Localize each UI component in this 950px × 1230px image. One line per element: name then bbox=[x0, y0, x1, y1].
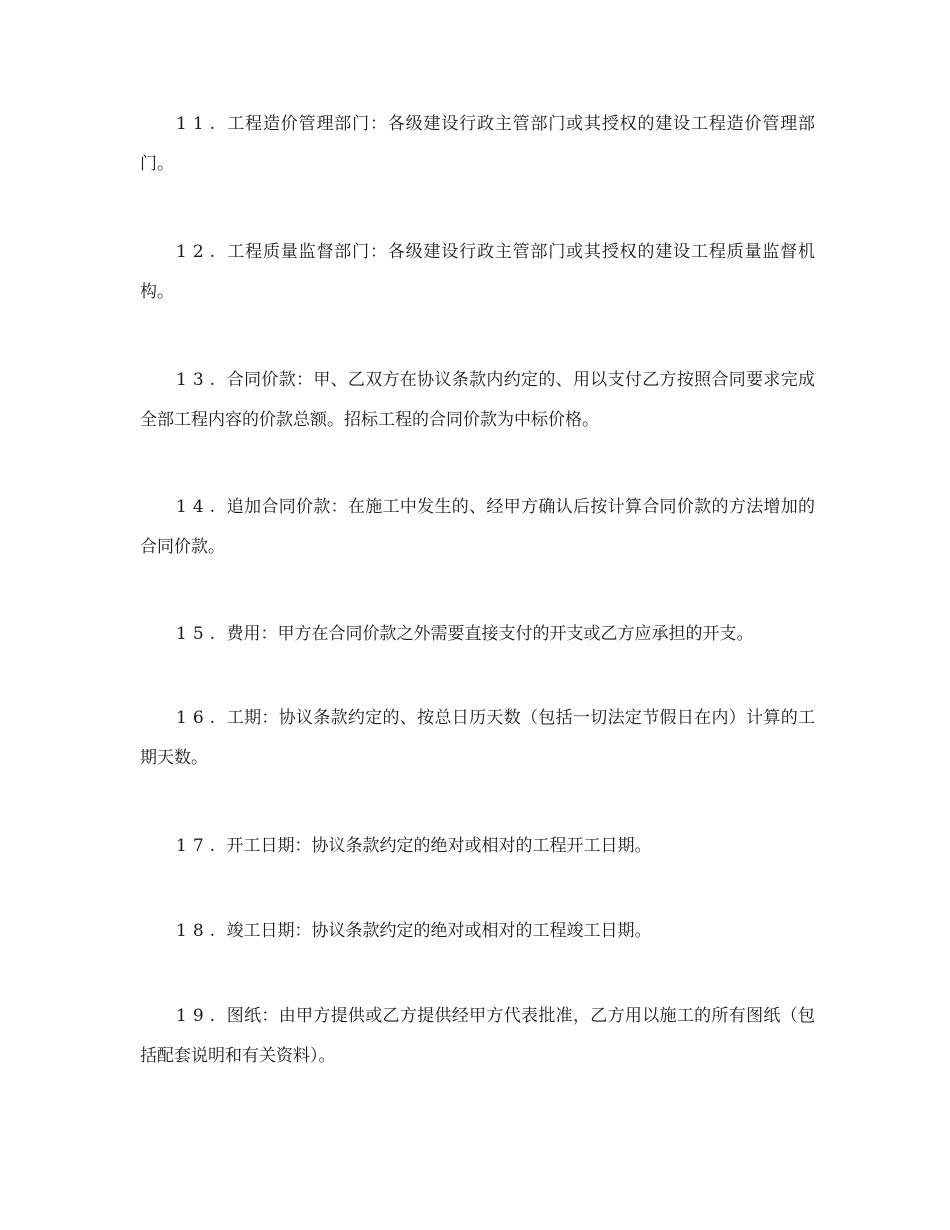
clause-12 bbox=[140, 232, 815, 312]
clause-13 bbox=[140, 360, 815, 440]
clause-18 bbox=[140, 911, 815, 951]
clause-text: 图纸：由甲方提供或乙方提供经甲方代表批准，乙方用以施工的所有图纸（包括配套说明和有关资料）。 bbox=[140, 1006, 816, 1066]
clause-number: 13. bbox=[176, 370, 222, 390]
clause-number: 16. bbox=[176, 708, 222, 728]
clause-15 bbox=[140, 614, 815, 654]
clause-number: 11. bbox=[176, 114, 222, 134]
clause-19 bbox=[140, 996, 815, 1076]
clause-number: 14. bbox=[176, 497, 222, 517]
clause-text: 工期：协议条款约定的、按总日历天数（包括一切法定节假日在内）计算的工期天数。 bbox=[140, 708, 816, 768]
clause-text: 费用：甲方在合同价款之外需要直接支付的开支或乙方应承担的开支。 bbox=[226, 624, 754, 644]
clause-16 bbox=[140, 698, 815, 778]
clause-number: 17. bbox=[176, 836, 222, 856]
clause-text: 竣工日期：协议条款约定的绝对或相对的工程竣工日期。 bbox=[226, 921, 652, 941]
clause-text: 工程质量监督部门：各级建设行政主管部门或其授权的建设工程质量监督机构。 bbox=[140, 242, 816, 302]
clause-text: 工程造价管理部门：各级建设行政主管部门或其授权的建设工程造价管理部门。 bbox=[140, 114, 816, 174]
clause-text: 开工日期：协议条款约定的绝对或相对的工程开工日期。 bbox=[226, 836, 652, 856]
clause-number: 18. bbox=[176, 921, 222, 941]
clause-number: 19. bbox=[176, 1006, 222, 1026]
clause-14 bbox=[140, 487, 815, 567]
clause-11 bbox=[140, 104, 815, 184]
clause-text: 追加合同价款：在施工中发生的、经甲方确认后按计算合同价款的方法增加的合同价款。 bbox=[140, 497, 816, 557]
clause-number: 12. bbox=[176, 242, 222, 262]
clause-number: 15. bbox=[176, 624, 222, 644]
clause-17 bbox=[140, 826, 815, 866]
clause-text: 合同价款：甲、乙双方在协议条款内约定的、用以支付乙方按照合同要求完成全部工程内容的价款总额。招标工程的合同价款为中标价格。 bbox=[140, 370, 816, 430]
